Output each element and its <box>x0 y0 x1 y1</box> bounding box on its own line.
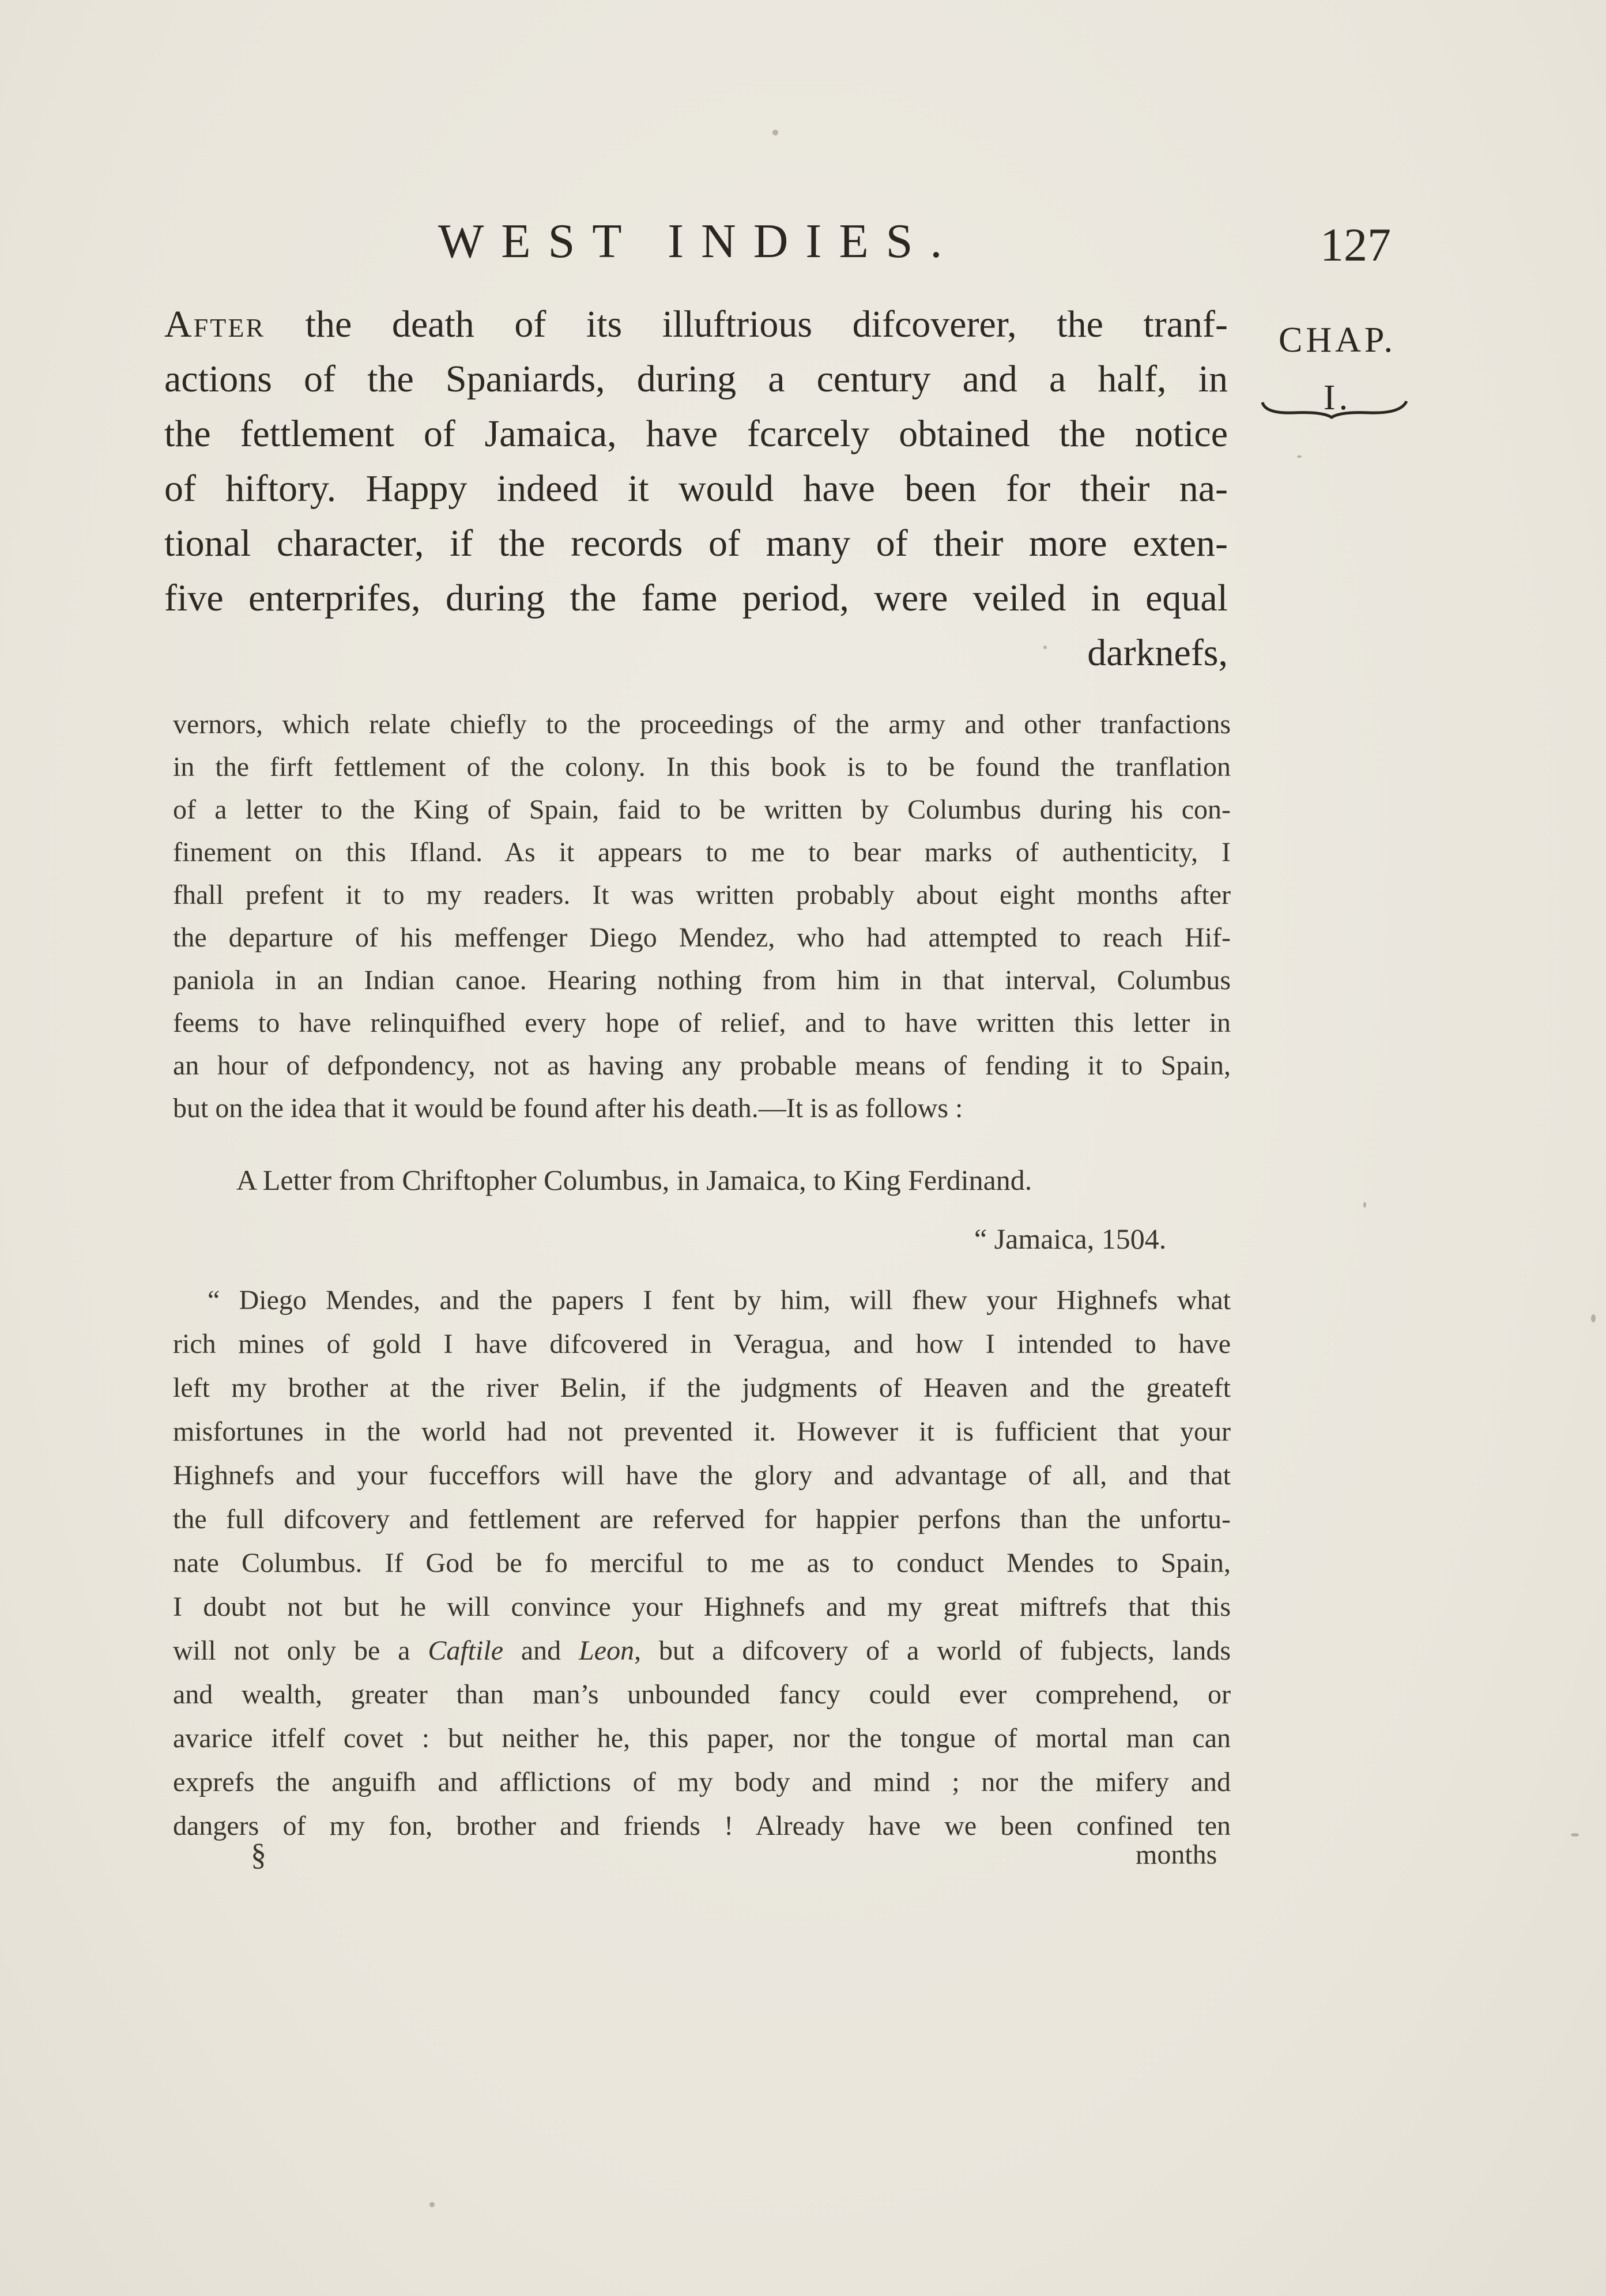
chapter-label: CHAP. <box>1278 321 1396 360</box>
letter-line: I doubt not but he will convince your Highnefs and my great miftrefs that this <box>173 1592 1231 1622</box>
paper-speck <box>429 2202 435 2207</box>
footnote-line: of a letter to the King of Spain, faid to be written by Columbus during his con- <box>173 794 1231 825</box>
paper-speck <box>1591 1314 1596 1322</box>
footnote-line: feems to have relinquifhed every hope of relief, and to have written this letter in <box>173 1008 1231 1038</box>
main-line: actions of the Spaniards, during a century and a half, in <box>164 358 1228 400</box>
letter-line-with-italics <box>173 1629 1231 1673</box>
letter-title: A Letter from Chriftopher Columbus, in Jamaica, to King Ferdinand. <box>236 1164 1032 1196</box>
footnote-line: in the firft fettlement of the colony. In this book is to be found the tranflation <box>173 752 1231 782</box>
main-catchword: darknefs, <box>1087 632 1228 674</box>
letter-line: rich mines of gold I have difcovered in Veragua, and how I intended to have <box>173 1329 1231 1359</box>
footnote-line: vernors, which relate chiefly to the proceedings of the army and other tranfactions <box>173 709 1231 740</box>
paper-speck <box>1363 1202 1366 1208</box>
italic-word: Caftile <box>428 1635 503 1666</box>
paper-speck <box>1043 646 1047 649</box>
bottom-catchword: months <box>1136 1839 1217 1870</box>
letter-line: avarice itfelf covet : but neither he, this paper, nor the tongue of mortal man can <box>173 1723 1231 1754</box>
letter-line-part: , but a difcovery of a world of fubjects, lands <box>634 1635 1231 1666</box>
paper-speck <box>1297 455 1302 458</box>
letter-line: Highnefs and your fucceffors will have the glory and advantage of all, and that <box>173 1460 1231 1491</box>
italic-word: Leon <box>579 1635 635 1666</box>
letter-line-part: will not only be a <box>173 1635 428 1666</box>
drop-first-word: After <box>164 303 266 345</box>
footnote-line: but on the idea that it would be found after his death.—It is as follows : <box>173 1093 963 1124</box>
chapter-number: I. <box>1323 378 1352 417</box>
footnote-line: an hour of defpondency, not as having any probable means of fending it to Spain, <box>173 1050 1231 1081</box>
letter-line: “ Diego Mendes, and the papers I fent by him, will fhew your Highnefs what <box>208 1285 1231 1315</box>
letter-line: nate Columbus. If God be fo merciful to me as to conduct Mendes to Spain, <box>173 1548 1231 1578</box>
paper-speck <box>1571 1833 1579 1837</box>
footnote-line: the departure of his meffenger Diego Mendez, who had attempted to reach Hif- <box>173 922 1231 953</box>
letter-line: and wealth, greater than man’s unbounded fancy could ever comprehend, or <box>173 1679 1231 1710</box>
footnote-block <box>173 703 1231 1130</box>
footnote-line: fhall prefent it to my readers. It was written probably about eight months after <box>173 880 1231 910</box>
main-line: the fettlement of Jamaica, have fcarcely obtained the notice <box>164 413 1228 455</box>
running-title: WEST INDIES. <box>438 214 960 268</box>
footnote-line: finement on this Ifland. As it appears to me to bear marks of authenticity, I <box>173 837 1231 868</box>
letter-body <box>173 1279 1231 1848</box>
main-line: After the death of its illuftrious difcoverer, the tranf- <box>164 303 1228 345</box>
main-line: of hiftory. Happy indeed it would have been for their na- <box>164 468 1228 510</box>
paper-speck <box>772 130 778 135</box>
letter-line: the full difcovery and fettlement are referved for happier perfons than the unfortu- <box>173 1504 1231 1535</box>
main-line: five enterprifes, during the fame period, were veiled in equal <box>164 577 1228 619</box>
letter-line: exprefs the anguifh and afflictions of my body and mind ; nor the mifery and <box>173 1767 1231 1797</box>
letter-line-part: and <box>503 1635 579 1666</box>
letter-line: left my brother at the river Belin, if the judgments of Heaven and the greateft <box>173 1373 1231 1403</box>
letter-line: dangers of my fon, brother and friends ! Already have we been confined ten <box>173 1811 1231 1841</box>
letter-line: misfortunes in the world had not prevented it. However it is fufficient that your <box>173 1416 1231 1447</box>
page-number: 127 <box>1320 218 1391 271</box>
main-line: tional character, if the records of many of their more exten- <box>164 522 1228 564</box>
brace-ornament-icon <box>1260 398 1409 421</box>
footnote-line: paniola in an Indian canoe. Hearing nothing from him in that interval, Columbus <box>173 965 1231 996</box>
signature-mark: § <box>251 1837 266 1872</box>
main-paragraph <box>164 297 1228 680</box>
letter-dateline: “ Jamaica, 1504. <box>974 1223 1167 1255</box>
